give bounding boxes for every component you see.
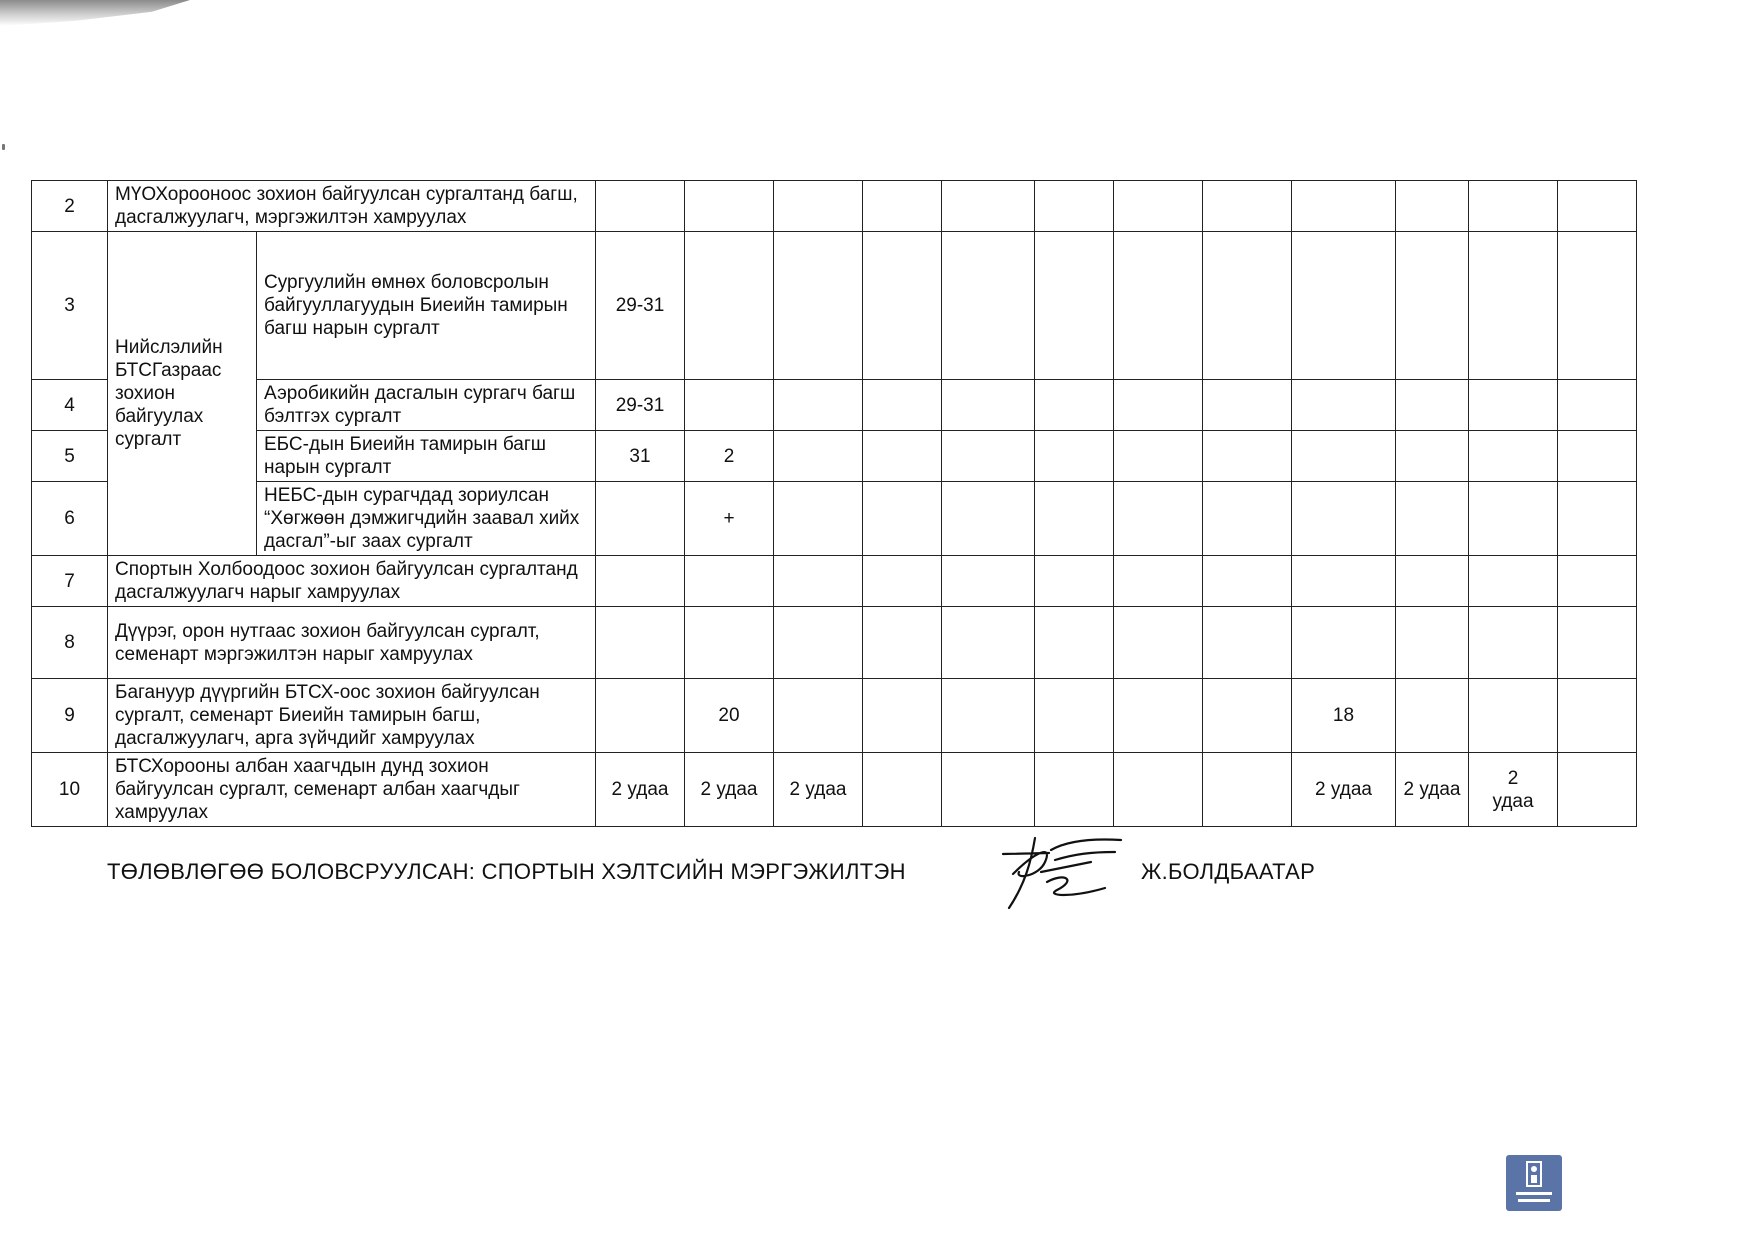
row-number: 8 xyxy=(32,607,108,679)
activity-cell: Дүүрэг, орон нутгаас зохион байгуулсан сургалт, семенарт мэргэжилтэн нарыг хамруулах xyxy=(108,607,596,679)
group-label-cell: Нийслэлийн БТСГазраас зохион байгуулах сургалт xyxy=(108,232,257,556)
training-plan-table xyxy=(31,180,1637,827)
value-cell xyxy=(1292,232,1396,380)
activity-cell: Багануур дүүргийн БТСХ-оос зохион байгуулсан сургалт, семенарт Биеийн тамирын багш, дасгалжуулагч, арга зүйчдийг хамруулах xyxy=(108,679,596,753)
value-cell xyxy=(1292,482,1396,556)
value-cell: 2 удаа xyxy=(1469,753,1558,827)
table-row xyxy=(32,607,1637,679)
value-cell xyxy=(1035,431,1114,482)
table-row xyxy=(32,232,1637,380)
activity-cell: ЕБС-дын Биеийн тамирын багш нарын сургалт xyxy=(257,431,596,482)
value-cell xyxy=(1558,482,1637,556)
value-cell xyxy=(942,431,1035,482)
value-cell xyxy=(1203,431,1292,482)
value-cell xyxy=(1203,607,1292,679)
value-cell xyxy=(1469,607,1558,679)
value-cell xyxy=(1396,431,1469,482)
value-cell xyxy=(774,556,863,607)
value-cell: + xyxy=(685,482,774,556)
value-cell xyxy=(1035,607,1114,679)
value-cell xyxy=(596,482,685,556)
value-cell xyxy=(1396,679,1469,753)
table-row xyxy=(32,556,1637,607)
value-cell xyxy=(1114,380,1203,431)
activity-cell: БТСХорооны албан хаагчдын дунд зохион байгуулсан сургалт, семенарт албан хаагчдыг хамруулах xyxy=(108,753,596,827)
value-cell xyxy=(1114,556,1203,607)
row-number: 10 xyxy=(32,753,108,827)
value-cell xyxy=(1469,232,1558,380)
activity-cell: МҮОХорооноос зохион байгуулсан сургалтанд багш, дасгалжуулагч, мэргэжилтэн хамруулах xyxy=(108,181,596,232)
value-cell xyxy=(863,380,942,431)
signature xyxy=(995,832,1125,912)
value-cell xyxy=(1469,556,1558,607)
value-cell xyxy=(942,181,1035,232)
table-row xyxy=(32,431,1637,482)
row-number: 9 xyxy=(32,679,108,753)
value-cell xyxy=(863,232,942,380)
value-cell xyxy=(774,482,863,556)
value-cell xyxy=(1558,607,1637,679)
value-cell xyxy=(1396,607,1469,679)
value-cell xyxy=(1558,679,1637,753)
row-number: 2 xyxy=(32,181,108,232)
value-cell xyxy=(1558,753,1637,827)
value-cell xyxy=(685,380,774,431)
value-cell xyxy=(1292,607,1396,679)
value-cell xyxy=(863,753,942,827)
value-cell xyxy=(596,181,685,232)
scan-shadow xyxy=(0,0,190,26)
value-cell xyxy=(1469,431,1558,482)
value-cell xyxy=(1203,380,1292,431)
value-cell xyxy=(1114,753,1203,827)
value-cell xyxy=(774,181,863,232)
value-cell xyxy=(1396,556,1469,607)
value-cell xyxy=(1203,482,1292,556)
value-cell xyxy=(1203,181,1292,232)
value-cell xyxy=(1035,679,1114,753)
value-cell xyxy=(1558,232,1637,380)
row-number: 3 xyxy=(32,232,108,380)
row-number: 5 xyxy=(32,431,108,482)
value-cell: 2 удаа xyxy=(685,753,774,827)
value-cell xyxy=(1292,556,1396,607)
activity-cell: НЕБС-дын сурагчдад зориулсан “Хөгжөөн дэмжигчдийн заавал хийх дасгал”-ыг заах сургалт xyxy=(257,482,596,556)
value-cell xyxy=(1203,679,1292,753)
table-row xyxy=(32,753,1637,827)
table-row xyxy=(32,679,1637,753)
value-cell xyxy=(942,679,1035,753)
value-cell xyxy=(596,679,685,753)
footer xyxy=(107,859,1357,899)
table-row xyxy=(32,181,1637,232)
value-cell xyxy=(1558,556,1637,607)
row-number: 6 xyxy=(32,482,108,556)
value-cell xyxy=(1469,181,1558,232)
value-cell: 29-31 xyxy=(596,232,685,380)
value-cell: 2 удаа xyxy=(774,753,863,827)
value-cell xyxy=(774,380,863,431)
value-cell xyxy=(1292,181,1396,232)
value-cell xyxy=(1114,431,1203,482)
value-cell xyxy=(942,556,1035,607)
activity-cell: Сургуулийн өмнөх боловсролын байгууллагуудын Биеийн тамирын багш нарын сургалт xyxy=(257,232,596,380)
value-cell xyxy=(1114,679,1203,753)
value-cell xyxy=(774,431,863,482)
value-cell xyxy=(1558,181,1637,232)
value-cell: 29-31 xyxy=(596,380,685,431)
table-row xyxy=(32,380,1637,431)
value-cell: 2 удаа xyxy=(596,753,685,827)
value-cell xyxy=(1035,482,1114,556)
prepared-by-label: ТӨЛӨВЛӨГӨӨ БОЛОВСРУУЛСАН: СПОРТЫН ХЭЛТСИЙН МЭРГЭЖИЛТЭН xyxy=(107,859,906,884)
value-cell xyxy=(1114,181,1203,232)
value-cell xyxy=(1558,431,1637,482)
activity-cell: Аэробикийн дасгалын сургагч багш бэлтгэх сургалт xyxy=(257,380,596,431)
value-cell: 20 xyxy=(685,679,774,753)
value-cell xyxy=(596,556,685,607)
signer-name: Ж.БОЛДБААТАР xyxy=(1141,859,1316,884)
table-row xyxy=(32,482,1637,556)
value-cell xyxy=(1114,482,1203,556)
value-cell: 2 удаа xyxy=(1396,753,1469,827)
value-cell xyxy=(1469,679,1558,753)
value-cell xyxy=(1035,380,1114,431)
value-cell xyxy=(685,232,774,380)
value-cell xyxy=(1396,482,1469,556)
value-cell xyxy=(596,607,685,679)
value-cell xyxy=(685,607,774,679)
value-cell xyxy=(685,181,774,232)
value-cell: 2 xyxy=(685,431,774,482)
value-cell xyxy=(942,232,1035,380)
value-cell xyxy=(1035,753,1114,827)
value-cell xyxy=(1114,232,1203,380)
value-cell xyxy=(1035,556,1114,607)
value-cell xyxy=(1035,181,1114,232)
value-cell xyxy=(863,607,942,679)
value-cell xyxy=(774,679,863,753)
activity-cell: Спортын Холбоодоос зохион байгуулсан сургалтанд дасгалжуулагч нарыг хамруулах xyxy=(108,556,596,607)
value-cell xyxy=(863,431,942,482)
value-cell xyxy=(1396,232,1469,380)
value-cell xyxy=(1292,431,1396,482)
value-cell xyxy=(1203,753,1292,827)
value-cell xyxy=(1114,607,1203,679)
value-cell xyxy=(942,482,1035,556)
value-cell: 18 xyxy=(1292,679,1396,753)
value-cell xyxy=(1292,380,1396,431)
value-cell xyxy=(1035,232,1114,380)
value-cell xyxy=(863,482,942,556)
value-cell xyxy=(863,679,942,753)
value-cell xyxy=(863,556,942,607)
scan-speck xyxy=(2,144,5,150)
value-cell xyxy=(774,232,863,380)
value-cell xyxy=(1469,482,1558,556)
value-cell xyxy=(1469,380,1558,431)
row-number: 4 xyxy=(32,380,108,431)
value-cell xyxy=(1396,181,1469,232)
value-cell: 2 удаа xyxy=(1292,753,1396,827)
row-number: 7 xyxy=(32,556,108,607)
value-cell xyxy=(942,753,1035,827)
value-cell xyxy=(1558,380,1637,431)
value-cell: 31 xyxy=(596,431,685,482)
value-cell xyxy=(685,556,774,607)
value-cell xyxy=(1203,232,1292,380)
value-cell xyxy=(942,607,1035,679)
value-cell xyxy=(1396,380,1469,431)
value-cell xyxy=(863,181,942,232)
value-cell xyxy=(774,607,863,679)
value-cell xyxy=(1203,556,1292,607)
value-cell xyxy=(942,380,1035,431)
government-seal xyxy=(1506,1155,1562,1211)
